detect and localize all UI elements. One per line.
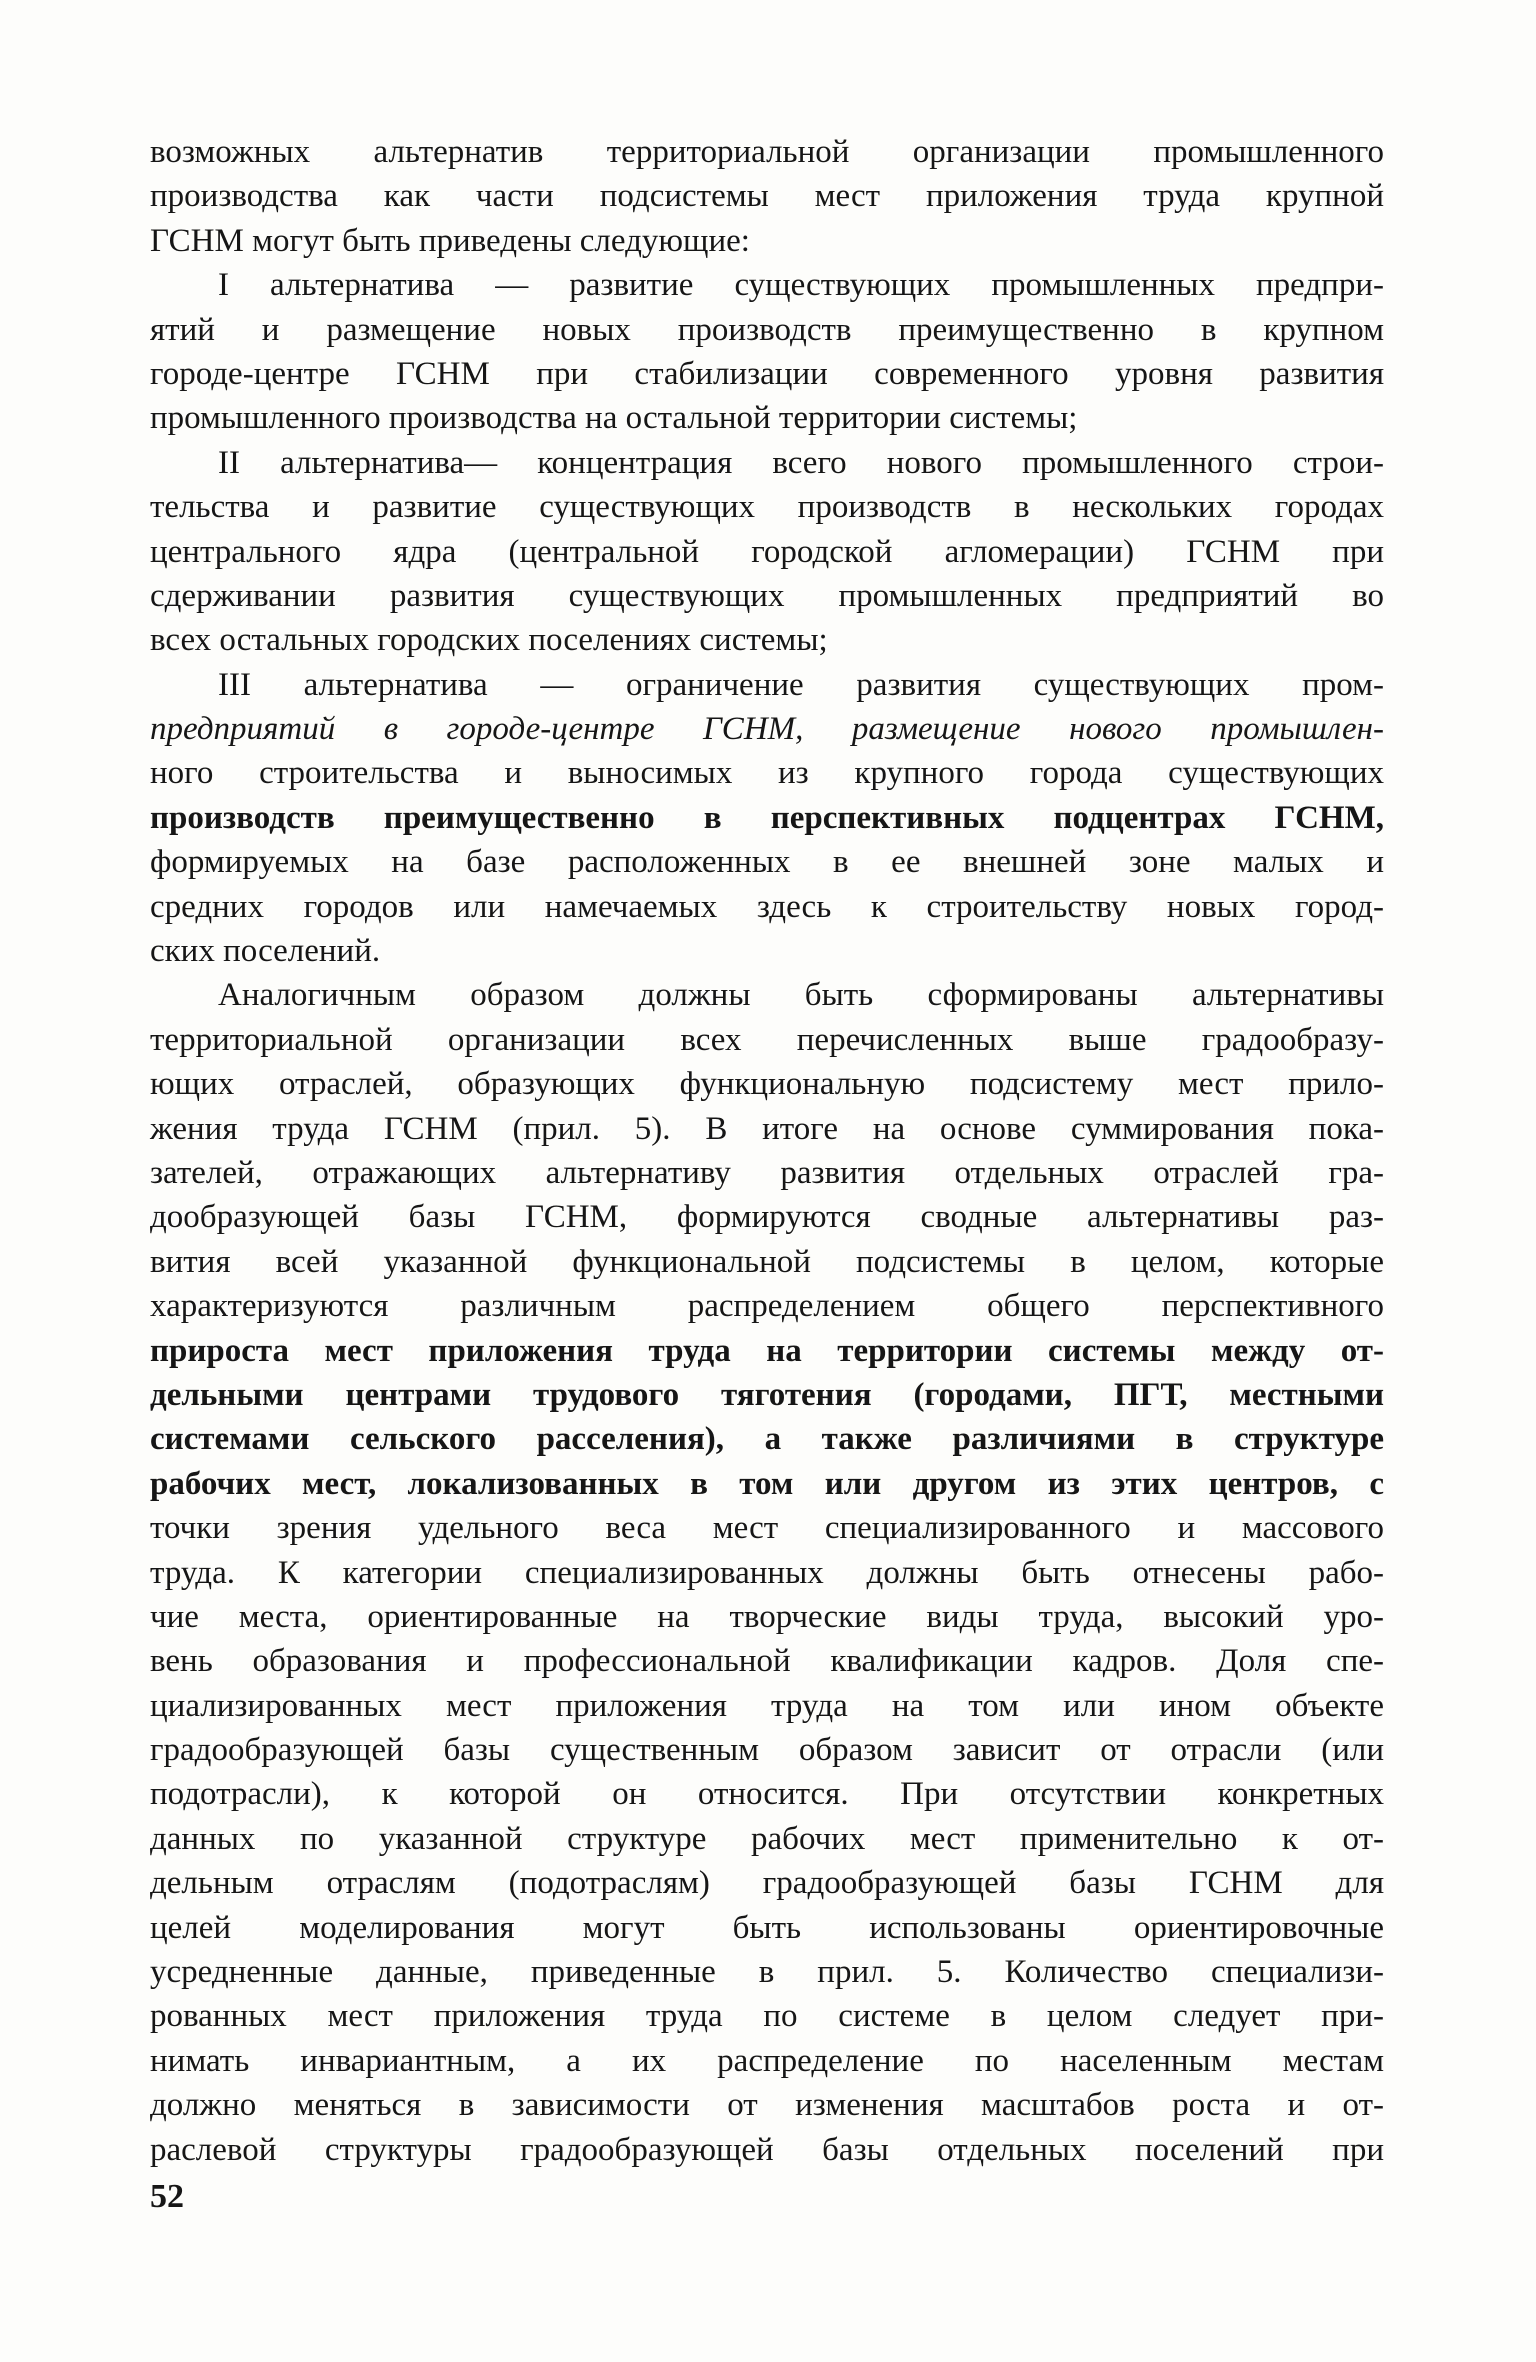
alternative-2-line: II альтернатива— концентрация всего нового промышленного строи- [218,444,1384,481]
text-line: циализированных мест приложения труда на том или ином объекте [150,1687,1384,1724]
text-line: ющих отраслей, образующих функциональную подсистему мест прило- [150,1066,1384,1103]
text-line: прироста мест приложения труда на территории системы между от- [150,1332,1384,1369]
text-line: городе-центре ГСНМ при стабилизации современного уровня развития [150,355,1384,392]
text-line: нимать инвариантным, а их распределение по населенным местам [150,2042,1384,2079]
text-line: формируемых на базе расположенных в ее внешней зоне малых и [150,844,1384,881]
page-number: 52 [150,2178,184,2215]
alternative-1-line: I альтернатива — развитие существующих промышленных предпри- [218,267,1384,304]
text-line: усредненные данные, приведенные в прил. 5. Количество специализи- [150,1954,1384,1991]
text-line: вень образования и профессиональной квалификации кадров. Доля спе- [150,1643,1384,1680]
text-line: должно меняться в зависимости от изменения масштабов роста и от- [150,2087,1384,2124]
text-line: характеризуются различным распределением общего перспективного [150,1288,1384,1325]
text-line: дельным отраслям (подотраслям) градообразующей базы ГСНМ для [150,1865,1384,1902]
text-line: зателей, отражающих альтернативу развития отдельных отраслей гра- [150,1154,1384,1191]
text-line: рабочих мест, локализованных в том или другом из этих центров, с [150,1465,1384,1502]
text-line: целей моделирования могут быть использованы ориентировочные [150,1909,1384,1946]
text-line: данных по указанной структуре рабочих мест применительно к от- [150,1820,1384,1857]
text-line: ских поселений. [150,933,381,970]
text-line: ГСНМ могут быть приведены следующие: [150,222,750,259]
text-line: жения труда ГСНМ (прил. 5). В итоге на основе суммирования пока- [150,1110,1384,1147]
text-line: территориальной организации всех перечисленных выше градообразу- [150,1021,1384,1058]
text-line: центрального ядра (центральной городской агломерации) ГСНМ при [150,533,1384,570]
text-line: рованных мест приложения труда по системе в целом следует при- [150,1998,1384,2035]
text-line: предприятий в городе-центре ГСНМ, размещение нового промышлен- [150,711,1384,748]
text-line: производств преимущественно в перспективных подцентрах ГСНМ, [150,799,1384,836]
text-line: раслевой структуры градообразующей базы отдельных поселений при [150,2131,1384,2168]
paragraph-start-line: Аналогичным образом должны быть сформированы альтернативы [218,977,1384,1014]
text-line: системами сельского расселения), а также различиями в структуре [150,1421,1384,1458]
text-line: ного строительства и выносимых из крупного города существующих [150,755,1384,792]
text-line: возможных альтернатив территориальной организации промышленного [150,134,1384,170]
text-line: всех остальных городских поселениях системы; [150,622,828,659]
text-line: труда. К категории специализированных должны быть отнесены рабо- [150,1554,1384,1591]
text-line: градообразующей базы существенным образом зависит от отрасли (или [150,1732,1384,1769]
text-line: сдерживании развития существующих промышленных предприятий во [150,577,1384,614]
text-line: точки зрения удельного веса мест специализированного и массового [150,1510,1384,1547]
alternative-3-line: III альтернатива — ограничение развития существующих пром- [218,666,1384,703]
body-text [150,130,1384,2172]
text-line: подотрасли), к которой он относится. При отсутствии конкретных [150,1776,1384,1813]
text-line: тельства и развитие существующих производств в нескольких городах [150,489,1384,526]
text-line: промышленного производства на остальной территории системы; [150,400,1078,437]
text-line: вития всей указанной функциональной подсистемы в целом, которые [150,1243,1384,1280]
text-line: дельными центрами трудового тяготения (городами, ПГТ, местными [150,1376,1384,1413]
text-line: дообразующей базы ГСНМ, формируются сводные альтернативы раз- [150,1199,1384,1236]
text-line: производства как части подсистемы мест приложения труда крупной [150,178,1384,215]
text-line: средних городов или намечаемых здесь к строительству новых город- [150,888,1384,925]
text-line: ятий и размещение новых производств преимущественно в крупном [150,311,1384,348]
text-line: чие места, ориентированные на творческие виды труда, высокий уро- [150,1598,1384,1635]
